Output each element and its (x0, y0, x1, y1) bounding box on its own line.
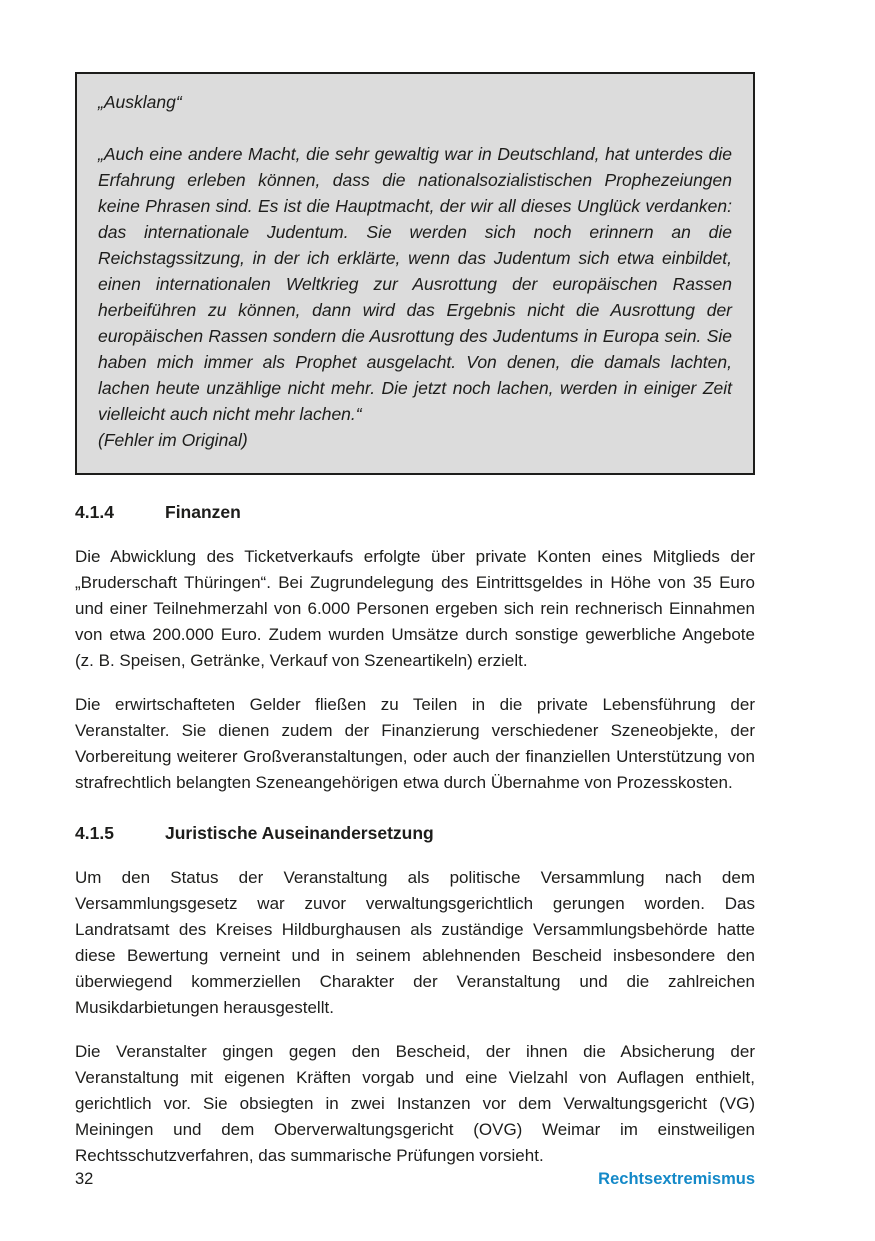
paragraph: Um den Status der Veranstaltung als politische Versammlung nach dem Versammlungsgesetz war zuvor verwaltungsgerichtlich gerungen worden. Das Landratsamt des Kreises Hildburghausen als zuständige Versammlungsbehörde hatte diese Bewertung verneint und in seinem ablehnenden Bescheid insbesondere den überwiegend kommerziellen Charakter der Veranstaltung und die zahlreichen Musikdarbietungen herausgestellt. (75, 868, 755, 1017)
section-number: 4.1.5 (75, 823, 114, 843)
paragraph: Die erwirtschafteten Gelder fließen zu Teilen in die private Lebensführung der Veranstalter. Sie dienen zudem der Finanzierung verschiedener Szeneobjekte, der Vorbereitung weiterer Großveranstaltungen, oder auch der finanziellen Unterstützung von strafrechtlich belangten Szeneangehörigen etwa durch Übernahme von Prozesskosten. (75, 695, 755, 792)
chapter-label: Rechtsextremismus (598, 1170, 755, 1188)
page-number: 32 (75, 1170, 94, 1188)
quote-title: „Ausklang“ (98, 92, 182, 112)
quote-box (75, 72, 755, 475)
page-content (75, 72, 755, 1169)
section-finanzen (75, 501, 755, 796)
section-juristische-auseinandersetzung (75, 822, 755, 1169)
paragraph: Die Veranstalter gingen gegen den Bescheid, der ihnen die Absicherung der Veranstaltung mit eigenen Kräften vorgab und eine Vielzahl von Auflagen enthielt, gerichtlich vor. Sie obsiegten in zwei Instanzen vor dem Verwaltungsgericht (VG) Meiningen und dem Oberverwaltungsgericht (OVG) Weimar im einstweiligen Rechtsschutzverfahren, das summarische Prüfungen vorsieht. (75, 1042, 755, 1165)
paragraph: Die Abwicklung des Ticketverkaufs erfolgte über private Konten eines Mitglieds der „Bruderschaft Thüringen“. Bei Zugrundelegung des Eintrittsgeldes in Höhe von 35 Euro und einer Teilnehmerzahl von 6.000 Personen ergeben sich rein rechnerisch Einnahmen von etwa 200.000 Euro. Zudem wurden Umsätze durch sonstige gewerbliche Angebote (z. B. Speisen, Getränke, Verkauf von Szeneartikeln) erzielt. (75, 547, 755, 670)
quote-paragraph: „Auch eine andere Macht, die sehr gewaltig war in Deutschland, hat unterdes die Erfahrung erleben können, dass die nationalsozialistischen Prophezeiungen keine Phrasen sind. Es ist die Hauptmacht, der wir all dieses Unglück verdanken: das internationale Judentum. Sie werden sich noch erinnern an die Reichstagssitzung, in der ich erklärte, wenn das Judentum sich etwa einbildet, einen internationalen Weltkrieg zur Ausrottung der europäischen Rassen herbeiführen zu können, dann wird das Ergebnis nicht die Ausrottung der europäischen Rassen sondern die Ausrottung des Judentums in Europa sein. Sie haben mich immer als Prophet ausgelacht. Von denen, die damals lachten, lachen heute unzählige nicht mehr. Die jetzt noch lachen, werden in einiger Zeit vielleicht auch nicht mehr lachen.“ (98, 144, 732, 424)
section-number: 4.1.4 (75, 502, 114, 522)
quote-note: (Fehler im Original) (98, 430, 248, 450)
section-heading-juristische (75, 822, 755, 844)
section-title: Finanzen (165, 502, 241, 522)
section-heading-finanzen (75, 501, 755, 523)
page-footer (75, 1168, 755, 1190)
section-title: Juristische Auseinandersetzung (165, 823, 434, 843)
